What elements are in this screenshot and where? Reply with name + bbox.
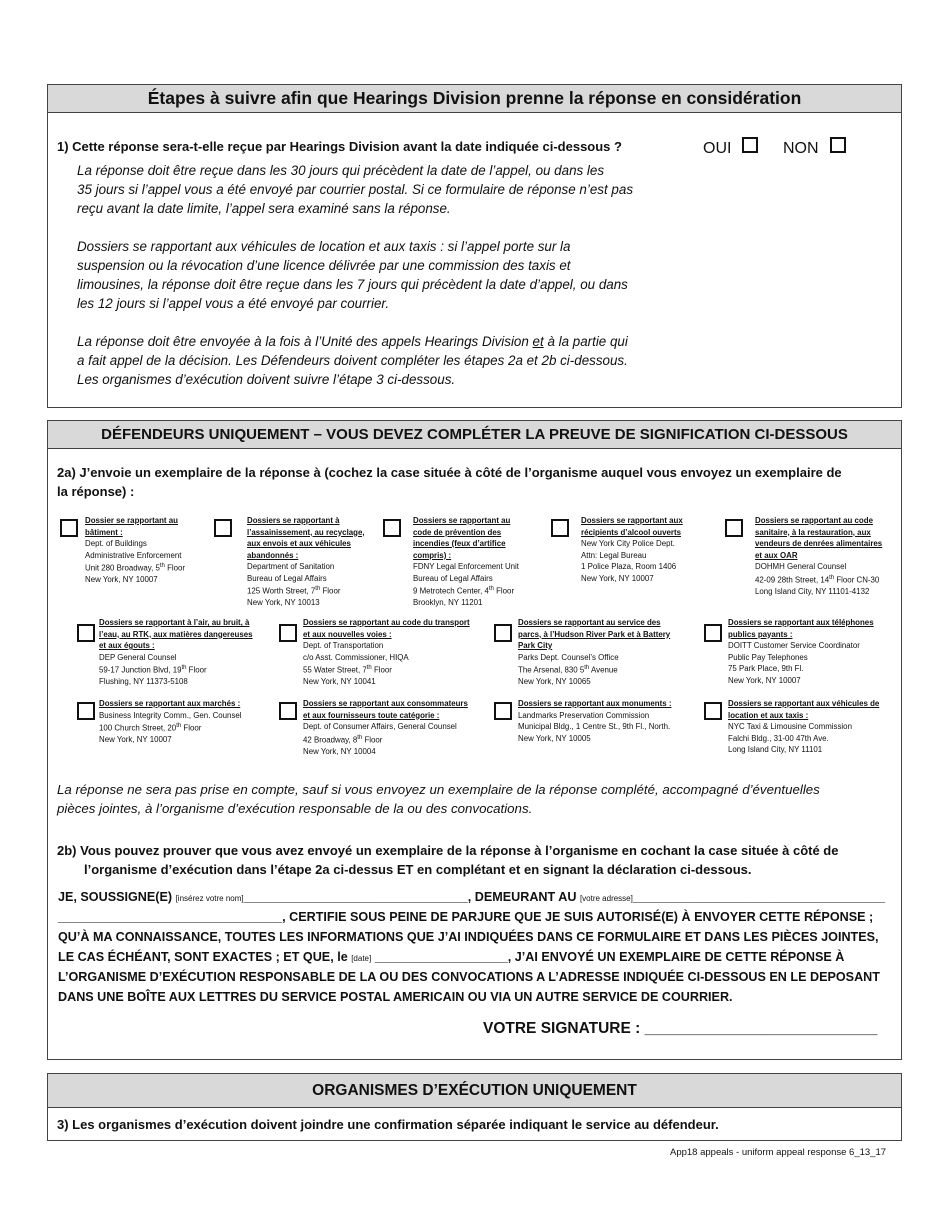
text-line: limousines, la réponse doit être reçue dans les 7 jours qui précèdent la date d’appel, ou dans [77, 277, 628, 292]
oui-label: OUI [703, 140, 732, 157]
text-line: Dossiers se rapportant aux véhicules de location et aux taxis : si l’appel porte sur la [77, 239, 571, 254]
deadline-paragraph [77, 161, 633, 218]
text-line: 2a) J’envoie un exemplaire de la réponse à (cochez la case située à côté de l’organisme auquel vous envoyez un exemplaire de [57, 465, 842, 480]
enforcement-title: ORGANISMES D’EXÉCUTION UNIQUEMENT [48, 1074, 901, 1108]
agency-checkbox-sanitation[interactable] [214, 519, 232, 537]
taxi-paragraph [77, 237, 628, 313]
declaration-line-4: LE CAS ÉCHÉANT, SONT EXACTES ; ET QUE, le [date] ___________________, J’AI ENVOYÉ UN EXEMPLAIRE DE CETTE RÉPONSE À [58, 950, 845, 964]
text-line: reçu avant la date limite, l’appel sera examiné sans la réponse. [77, 201, 451, 216]
text-line: la réponse) : [57, 484, 135, 499]
agency-checkbox-doitt[interactable] [704, 624, 722, 642]
agency-checkbox-landmarks[interactable] [494, 702, 512, 720]
agency-checkbox-transport[interactable] [279, 624, 297, 642]
address-field[interactable]: ____________________________________ [632, 890, 886, 904]
agency-checkbox-dep[interactable] [77, 624, 95, 642]
warning-paragraph [57, 780, 820, 818]
agency-doitt: Dossiers se rapportant aux téléphones publics payants : DOITT Customer Service Coordinator Public Pay Telephones 75 Park Place, 9th Fl. New York, NY 10007 [728, 618, 874, 685]
agency-checkbox-taxi[interactable] [704, 702, 722, 720]
defendants-section [47, 420, 902, 1060]
address-field-cont[interactable]: ________________________________ [58, 910, 283, 924]
enforcement-section [47, 1073, 902, 1141]
agency-police: Dossiers se rapportant aux récipients d’alcool ouverts New York City Police Dept. Attn: Legal Bureau 1 Police Plaza, Room 1406 New York, NY 10007 [581, 516, 683, 583]
enforcement-text: 3) Les organismes d’exécution doivent joindre une confirmation séparée indiquant le service au défendeur. [57, 1117, 719, 1132]
agency-checkbox-buildings[interactable] [60, 519, 78, 537]
oui-checkbox[interactable] [742, 137, 758, 153]
defendants-title: DÉFENDEURS UNIQUEMENT – VOUS DEVEZ COMPLÉTER LA PREUVE DE SIGNIFICATION CI-DESSOUS [48, 421, 901, 449]
declaration-line-5: L’ORGANISME D’EXÉCUTION RESPONSABLE DE LA OU DES CONVOCATIONS A L’ADRESSE INDIQUÉE CI-DESSOUS EN LE DEPOSANT [58, 970, 880, 984]
text-line: 2b) Vous pouvez prouver que vous avez envoyé un exemplaire de la réponse à l’organisme en cochant la case située à côté de [57, 843, 839, 858]
text-line: La réponse ne sera pas prise en compte, sauf si vous envoyez un exemplaire de la réponse complété, accompagné d’éventuelles [57, 782, 820, 797]
signature-row: VOTRE SIGNATURE : ___________________________ [483, 1020, 878, 1037]
question-2a [57, 463, 842, 501]
agency-buildings: Dossier se rapportant au bâtiment : Dept. of Buildings Administrative Enforcement Unit 280 Broadway, 5th Floor New York, NY 10007 [85, 516, 186, 585]
steps-title: Étapes à suivre afin que Hearings Division prenne la réponse en considération [48, 85, 901, 113]
agency-parks: Dossiers se rapportant au service des parcs, à l’Hudson River Park et à Battery Park City Parks Dept. Counsel’s Office The Arsenal, 830 5th Avenue New York, NY 10065 [518, 618, 671, 687]
agency-checkbox-parks[interactable] [494, 624, 512, 642]
text-line: l’organisme d’exécution dans l’étape 2a ci-dessus ET en complétant et en signant la déclaration ci-dessous. [84, 862, 752, 877]
text-line: La réponse doit être envoyée à la fois à l’Unité des appels Hearings Division et à la partie qui [77, 334, 628, 349]
declaration-line-2: ________________________________, CERTIFIE SOUS PEINE DE PARJURE QUE JE SUIS AUTORISÉ(E) À ENVOYER CETTE RÉPONSE ; [58, 910, 874, 924]
agency-markets: Dossiers se rapportant aux marchés : Business Integrity Comm., Gen. Counsel 100 Church Street, 20th Floor New York, NY 10007 [99, 699, 242, 745]
non-checkbox[interactable] [830, 137, 846, 153]
agency-taxi: Dossiers se rapportant aux véhicules de location et aux taxis : NYC Taxi & Limousine Commission Falchi Bldg., 31-00 47th Ave. Long Island City, NY 11101 [728, 699, 880, 754]
agency-transport: Dossiers se rapportant au code du transport et aux nouvelles voies : Dept. of Transportation c/o Asst. Commissioner, HIQA 55 Water Street, 7th Floor New York, NY 10041 [303, 618, 470, 687]
agency-landmarks: Dossiers se rapportant aux monuments : Landmarks Preservation Commission Municipal Bldg., 1 Centre St., 9th Fl., North. New York, NY 10005 [518, 699, 672, 743]
agency-checkbox-dohmh[interactable] [725, 519, 743, 537]
send-paragraph [77, 332, 628, 389]
agency-fdny: Dossiers se rapportant au code de prévention des incendies (feux d’artifice compris) : FDNY Legal Enforcement Unit Bureau of Legal Affairs 9 Metrotech Center, 4th Floor Brooklyn, NY 11201 [413, 516, 519, 608]
agency-dep: Dossiers se rapportant à l’air, au bruit, à l’eau, au RTK, aux matières dangereuses et aux égouts : DEP General Counsel 59-17 Junction Blvd, 19th Floor Flushing, NY 11373-5108 [99, 618, 253, 687]
text-line: La réponse doit être reçue dans les 30 jours qui précèdent la date de l’appel, ou dans les [77, 163, 605, 178]
footer-reference: App18 appeals - uniform appeal response 6_13_17 [670, 1147, 887, 1158]
declaration-line-3: QU’À MA CONNAISSANCE, TOUTES LES INFORMATIONS QUE J’AI INDIQUÉES DANS CE FORMULAIRE ET DANS LES PIÈCES JOINTES, [58, 930, 879, 944]
steps-section [47, 84, 902, 408]
text-line: a fait appel de la décision. Les Défendeurs doivent compléter les étapes 2a et 2b ci-dessous. [77, 353, 628, 368]
name-field[interactable]: ________________________________ [243, 890, 468, 904]
text-line: 35 jours si l’appel vous a été envoyé par courrier postal. Si ce formulaire de réponse n’est pas [77, 182, 634, 197]
signature-field[interactable]: ___________________________ [644, 1020, 878, 1037]
question-1: 1) Cette réponse sera-t-elle reçue par Hearings Division avant la date indiquée ci-dessous ? [57, 139, 622, 154]
non-label: NON [783, 140, 819, 157]
agency-checkbox-police[interactable] [551, 519, 569, 537]
text-line: Les organismes d’exécution doivent suivre l’étape 3 ci-dessous. [77, 372, 456, 387]
agency-dohmh: Dossiers se rapportant au code sanitaire, à la restauration, aux vendeurs de denrées alimentaires et aux OAR DOHMH General Counsel 42-09 28th Street, 14th Floor CN-30 Long Island City, NY 11101-4132 [755, 516, 883, 596]
date-field[interactable]: ___________________ [374, 950, 508, 964]
declaration-line-1: JE, SOUSSIGNE(E) [insérez votre nom]________________________________, DEMEURANT AU [votre adresse]____________________________________ [58, 890, 886, 904]
agency-checkbox-fdny[interactable] [383, 519, 401, 537]
question-2b [57, 841, 838, 879]
text-line: suspension ou la révocation d’une licence délivrée par une commission des taxis et [77, 258, 571, 273]
agency-checkbox-consumer[interactable] [279, 702, 297, 720]
agency-consumer: Dossiers se rapportant aux consommateurs et aux fournisseurs toute catégorie : Dept. of Consumer Affairs, General Counsel 42 Broadway, 8th Floor New York, NY 10004 [303, 699, 468, 756]
agency-checkbox-markets[interactable] [77, 702, 95, 720]
agency-sanitation: Dossiers se rapportant à l’assainissement, au recyclage, aux envois et aux véhicules abandonnés : Department of Sanitation Bureau of Legal Affairs 125 Worth Street, 7th Floor New York, NY 10013 [247, 516, 365, 608]
declaration-line-6: DANS UNE BOÎTE AUX LETTRES DU SERVICE POSTAL AMERICAIN OU VIA UN AUTRE SERVICE DE COURRIER. [58, 990, 733, 1004]
text-line: les 12 jours si l’appel vous a été envoyé par courrier. [77, 296, 390, 311]
text-line: pièces jointes, à l’organisme d’exécution responsable de la ou des convocations. [57, 801, 533, 816]
